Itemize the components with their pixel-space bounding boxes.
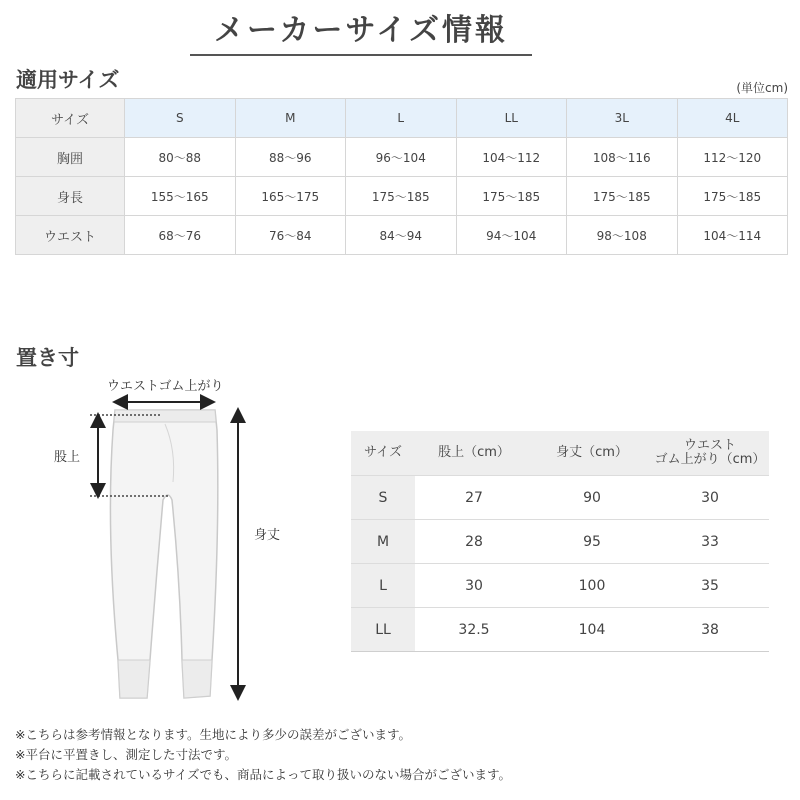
table-cell: 165〜175 — [235, 177, 346, 216]
table-cell: 100 — [533, 564, 651, 608]
size-col-m: M — [235, 99, 346, 138]
row-label: ウエスト — [16, 216, 125, 255]
table-cell: 155〜165 — [125, 177, 236, 216]
page-title: メーカーサイズ情報 — [214, 13, 508, 48]
row-size: L — [351, 564, 415, 608]
note-line: ※こちらに記載されているサイズでも、商品によって取り扱いのない場合がございます。 — [15, 767, 511, 782]
col-rise: 股上（cm） — [415, 431, 533, 476]
table-cell: 104〜114 — [677, 216, 788, 255]
table-cell: 30 — [651, 476, 769, 520]
table-cell: 95 — [533, 520, 651, 564]
notes — [15, 725, 511, 785]
table-cell: 112〜120 — [677, 138, 788, 177]
unit-label: (単位cm) — [736, 81, 788, 95]
fit-size-heading: 適用サイズ — [16, 68, 120, 92]
table-row-chest — [16, 138, 788, 177]
row-label: 胸囲 — [16, 138, 125, 177]
title-underline — [190, 54, 532, 56]
row-size: S — [351, 476, 415, 520]
table-cell: 96〜104 — [346, 138, 457, 177]
table-cell: 30 — [415, 564, 533, 608]
waist-label: ウエストゴム上がり — [107, 379, 224, 394]
page-title-wrap — [190, 10, 532, 52]
table-cell: 84〜94 — [346, 216, 457, 255]
table-row-waist — [16, 216, 788, 255]
table-cell: 33 — [651, 520, 769, 564]
flat-measure-table — [351, 431, 769, 652]
col-waist: ウエスト ゴム上がり（cm） — [651, 431, 769, 476]
table-row — [351, 564, 769, 608]
table-cell: 104 — [533, 608, 651, 652]
table-cell: 88〜96 — [235, 138, 346, 177]
table-cell: 175〜185 — [567, 177, 678, 216]
size-header-label: サイズ — [16, 99, 125, 138]
row-size: M — [351, 520, 415, 564]
table-cell: 90 — [533, 476, 651, 520]
table-cell: 32.5 — [415, 608, 533, 652]
pants-shape — [110, 410, 217, 698]
table-header-row — [16, 99, 788, 138]
table-row — [351, 520, 769, 564]
table-cell: 35 — [651, 564, 769, 608]
rise-label: 股上 — [54, 450, 81, 465]
col-length: 身丈（cm） — [533, 431, 651, 476]
table-cell: 80〜88 — [125, 138, 236, 177]
flat-measure-heading: 置き寸 — [16, 346, 79, 370]
note-line: ※こちらは参考情報となります。生地により多少の誤差がございます。 — [15, 727, 411, 742]
pants-illustration — [80, 390, 270, 710]
size-col-s: S — [125, 99, 236, 138]
table-cell: 175〜185 — [456, 177, 567, 216]
table-cell: 175〜185 — [677, 177, 788, 216]
table-header-row — [351, 431, 769, 476]
col-size: サイズ — [351, 431, 415, 476]
size-col-4l: 4L — [677, 99, 788, 138]
note-line: ※平台に平置きし、測定した寸法です。 — [15, 747, 237, 762]
row-label: 身長 — [16, 177, 125, 216]
fit-size-table — [15, 98, 788, 255]
table-cell: 27 — [415, 476, 533, 520]
table-row — [351, 476, 769, 520]
size-col-ll: LL — [456, 99, 567, 138]
table-row-height — [16, 177, 788, 216]
table-cell: 104〜112 — [456, 138, 567, 177]
size-col-3l: 3L — [567, 99, 678, 138]
table-cell: 38 — [651, 608, 769, 652]
size-col-l: L — [346, 99, 457, 138]
table-row — [351, 608, 769, 652]
row-size: LL — [351, 608, 415, 652]
table-cell: 108〜116 — [567, 138, 678, 177]
table-cell: 68〜76 — [125, 216, 236, 255]
table-cell: 175〜185 — [346, 177, 457, 216]
table-cell: 94〜104 — [456, 216, 567, 255]
table-cell: 76〜84 — [235, 216, 346, 255]
table-cell: 28 — [415, 520, 533, 564]
table-cell: 98〜108 — [567, 216, 678, 255]
length-label: 身丈 — [254, 528, 281, 543]
